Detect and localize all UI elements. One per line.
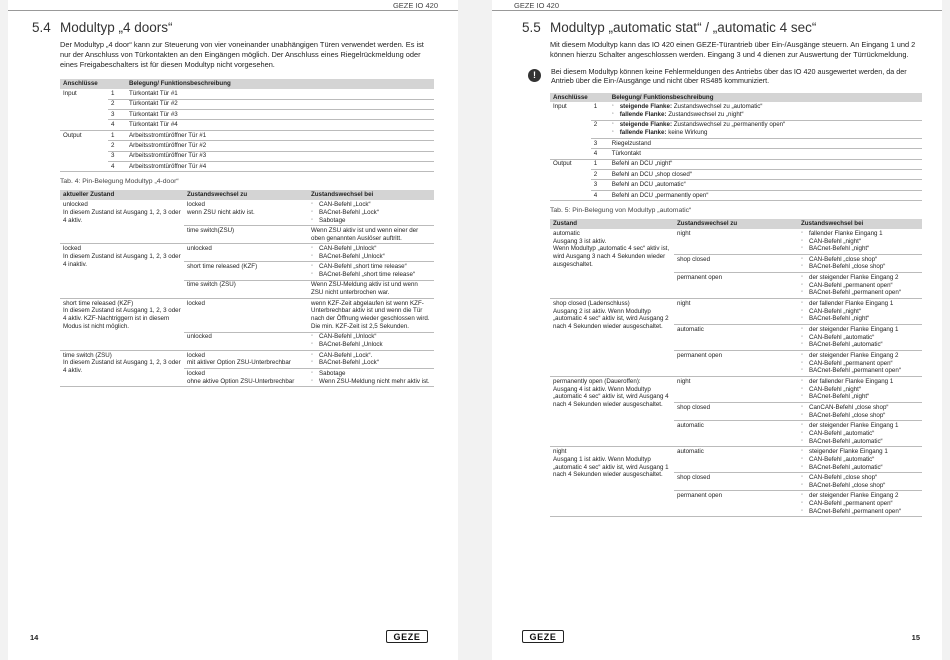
bullet-item: ◦ CAN-Befehl „automatic“ (801, 334, 919, 342)
bullet-item (612, 121, 919, 129)
table-row (550, 180, 922, 190)
pin-number: 4 (591, 190, 609, 200)
transition-at (798, 299, 922, 325)
transition-at (308, 369, 434, 387)
bullet-item: ◦ BACnet-Befehl „close shop“ (801, 412, 919, 420)
geze-logo: GEZE (522, 630, 564, 643)
cell-line: permanently open (Daueroffen): (553, 377, 641, 385)
pin-number: 4 (108, 161, 126, 171)
bullet-list (801, 352, 919, 375)
pin-number: 3 (591, 138, 609, 148)
pin-description: Türkontakt Tür #2 (126, 99, 434, 109)
bullet-item: ◦ CanCAN-Befehl „close shop“ (801, 404, 919, 412)
bold-label: steigende Flanke: (619, 103, 672, 111)
cell-line: In diesem Zustand ist Ausgang 1, 2, 3 oder 4 aktiv. KZF-Nachtriggern ist in diesem Modus ist nicht möglich. (63, 307, 181, 331)
pin-connection: Output (63, 131, 82, 139)
state-header-current: aktueller Zustand (60, 190, 184, 200)
pin-description: Arbeitsstromtüröffner Tür #4 (126, 161, 434, 171)
bullet-item: ◦ fallender Flanke Eingang 1 (801, 230, 919, 238)
bullet-item: ◦ CAN-Befehl „permanent open“ (801, 360, 919, 368)
state-table (60, 190, 434, 387)
bullet-item: ◦ CAN-Befehl „close shop“ (801, 474, 919, 482)
transition-at (798, 325, 922, 351)
pin-connection (60, 151, 108, 161)
table-row (550, 190, 922, 200)
bullet-item: ◦ CAN-Befehl „night“ (801, 386, 919, 394)
pin-table-caption: Tab. 5: Pin-Belegung von Modultyp „automatic“ (550, 207, 692, 215)
warning-text: Bei diesem Modultyp können keine Fehlermeldungen des Antriebs über das IO 420 ausgewertet werden, da der Antrieb über die Ein-/Ausgänge und nicht über RS485 kommuniziert. (551, 66, 907, 85)
bullet-list (612, 103, 919, 119)
table-row (60, 200, 434, 225)
bold-label: fallende Flanke: (619, 110, 667, 118)
table-row (60, 109, 434, 119)
table-row (550, 138, 922, 148)
page-header (492, 0, 942, 12)
bullet-list (801, 378, 919, 401)
bullet-item: ◦ Sabotage (311, 370, 431, 378)
geze-logo: GEZE (386, 630, 428, 643)
bullet-item: ◦ BACnet-Befehl „permanent open“ (801, 289, 919, 297)
transition-to: permanent open (674, 273, 798, 299)
bullet-item: ◦ der fallender Flanke Eingang 1 (801, 300, 919, 308)
table-row (550, 149, 922, 159)
bullet-item: ◦ BACnet-Befehl „Lock“ (311, 209, 431, 217)
bullet-item: ◦ der steigender Flanke Eingang 2 (801, 492, 919, 500)
cell-line: Wenn Modultyp „automatic 4 sec“ aktiv ist, wird Ausgang 3 nach 4 Sekunden wieder ausgeschaltet. (553, 245, 670, 268)
table-row (550, 377, 922, 403)
bullet-list (801, 474, 919, 490)
bullet-list (801, 448, 919, 471)
pin-connection: Input (63, 89, 77, 97)
current-state (60, 298, 184, 350)
bullet-item: ◦ BACnet-Befehl „night“ (801, 393, 919, 401)
cell-line: In diesem Zustand ist Ausgang 1, 2, 3 oder 4 aktiv. (63, 359, 181, 375)
bullet-item: ◦ BACnet-Befehl „night“ (801, 315, 919, 323)
state-table (550, 219, 922, 517)
transition-at (798, 273, 922, 299)
bullet-list (612, 121, 919, 137)
label-text: Zustandswechsel zu „night“ (666, 110, 744, 118)
table-row (60, 141, 434, 151)
current-state (550, 447, 674, 517)
bullet-item: ◦ der fallender Flanke Eingang 1 (801, 378, 919, 386)
cell-line: shop closed (Ladenschluss) (553, 299, 630, 307)
transition-to (184, 244, 308, 262)
cell-line: wenn ZSU nicht aktiv ist. (187, 208, 255, 216)
pin-number: 1 (591, 159, 609, 169)
pin-connection (550, 138, 591, 148)
pin-connection: Output (553, 160, 572, 168)
transition-to: permanent open (674, 491, 798, 517)
pin-header-description: Belegung/ Funktionsbeschreibung (609, 93, 922, 103)
page-footer (492, 630, 942, 644)
cell-line: automatic (553, 229, 580, 237)
table-row (60, 244, 434, 262)
cell-line: Wenn ZSU-Meldung aktiv ist und wenn ZSU nicht unterbrochen war. (311, 281, 418, 297)
cell-line: unlocked (187, 333, 212, 341)
cell-line: ohne aktive Option ZSU-Unterbrechbar (187, 377, 295, 385)
header-rule (8, 10, 458, 11)
transition-at (308, 200, 434, 225)
pin-number: 1 (108, 130, 126, 140)
pin-number: 3 (108, 151, 126, 161)
current-state (60, 350, 184, 386)
bullet-item: ◦ BACnet-Befehl „permanent open“ (801, 508, 919, 516)
cell-line: mit aktiver Option ZSU-Unterbrechbar (187, 359, 291, 367)
pin-number: 2 (108, 99, 126, 109)
warning-note (522, 67, 922, 85)
bullet-item: ◦ BACnet-Befehl „permanent open“ (801, 367, 919, 375)
cell-line: unlocked (187, 245, 212, 253)
left-page (8, 0, 458, 660)
bullet-list (801, 300, 919, 323)
bullet-item: ◦ CAN-Befehl „automatic“ (801, 430, 919, 438)
page-number: 15 (911, 633, 920, 642)
transition-to: night (674, 299, 798, 325)
table-row (550, 159, 922, 169)
transition-at (308, 350, 434, 368)
section-number: 5.4 (32, 20, 51, 35)
pin-description: Türkontakt Tür #1 (126, 89, 434, 99)
transition-at (308, 298, 434, 332)
bullet-item: ◦ BACnet-Befehl „Unlock (311, 341, 431, 349)
state-header-current: Zustand (550, 219, 674, 229)
left-content (32, 20, 436, 387)
section-heading (522, 20, 922, 35)
header-rule (492, 10, 942, 11)
bullet-item: ◦ der steigender Flanke Eingang 2 (801, 274, 919, 282)
cell-line: locked (187, 369, 205, 377)
table-row (60, 99, 434, 109)
state-header-to: Zustandswechsel zu (674, 219, 798, 229)
bullet-item: ◦ CAN-Befehl „Lock“ (311, 201, 431, 209)
state-header-to: Zustandswechsel zu (184, 190, 308, 200)
bullet-list (801, 256, 919, 272)
transition-to (184, 332, 308, 350)
bullet-item (612, 103, 919, 111)
table-row (550, 299, 922, 325)
section-number: 5.5 (522, 20, 541, 35)
cell-line: In diesem Zustand ist Ausgang 1, 2, 3 oder 4 aktiv. (63, 208, 181, 224)
bullet-item: ◦ Sabotage (311, 217, 431, 225)
cell-line: Wenn ZSU aktiv ist und wenn einer der oben genannten Auslöser auftritt. (311, 226, 419, 242)
table-row (60, 350, 434, 368)
bullet-item: ◦ CAN-Befehl „permanent open“ (801, 500, 919, 508)
table-row (550, 447, 922, 473)
bullet-list (311, 245, 431, 261)
pin-number: 2 (591, 169, 609, 179)
cell-line: time switch (ZSU) (63, 351, 112, 359)
pin-connection (60, 99, 108, 109)
exclamation-icon: ! (528, 69, 541, 82)
pin-description: Türkontakt (609, 149, 922, 159)
transition-at (798, 351, 922, 377)
pin-connection (550, 169, 591, 179)
pin-description: Befehl an DCU „automatic“ (609, 180, 922, 190)
section-heading (32, 20, 436, 35)
current-state (60, 200, 184, 244)
bullet-item: ◦ CAN-Befehl „short time release“ (311, 263, 431, 271)
section-title: Modultyp „automatic stat“ / „automatic 4 sec“ (550, 20, 817, 35)
pin-connection: Input (553, 103, 567, 111)
section-body: Mit diesem Modultyp kann das IO 420 einen GEZE-Türantrieb über Ein-/Ausgänge steuern. An Eingang 1 und 2 können hierzu Schalter angeschlossen werden. Eingang 3 und 4 dienen zur Auswertung der Türrückmeldung. (550, 40, 916, 59)
state-header-at: Zustandswechsel bei (308, 190, 434, 200)
transition-to (184, 226, 308, 244)
cell-line: locked (187, 351, 205, 359)
right-page (492, 0, 942, 660)
bullet-item: ◦ CAN-Befehl „permanent open“ (801, 282, 919, 290)
pin-header-connections: Anschlüsse (550, 93, 591, 103)
transition-to (184, 280, 308, 298)
transition-to: shop closed (674, 473, 798, 491)
current-state (550, 299, 674, 377)
transition-at (798, 473, 922, 491)
pin-header-number (108, 79, 126, 89)
pin-number: 3 (591, 180, 609, 190)
cell-line: locked (63, 245, 81, 253)
bullet-item: ◦ CAN-Befehl „night“ (801, 238, 919, 246)
bullet-list (311, 333, 431, 349)
transition-to: night (674, 377, 798, 403)
cell-line: Ausgang 4 ist aktiv. Wenn Modultyp „automatic 4 sec“ aktiv ist, wird Ausgang 4 nach 4 Sekunden wieder ausgeschaltet. (553, 385, 669, 409)
bullet-item: ◦ BACnet-Befehl „Lock“ (311, 359, 431, 367)
transition-to (184, 369, 308, 387)
right-content (522, 20, 922, 517)
bullet-item: ◦ BACnet-Befehl „night“ (801, 245, 919, 253)
pin-connection (60, 120, 108, 130)
pin-description: Türkontakt Tür #3 (126, 109, 434, 119)
pin-description (609, 102, 922, 120)
pin-description (609, 120, 922, 138)
cell-line: short time released (KZF) (187, 263, 258, 271)
current-state (60, 244, 184, 299)
bullet-item (612, 111, 919, 119)
bullet-item: ◦ CAN-Befehl „night“ (801, 308, 919, 316)
transition-to: night (674, 229, 798, 254)
pin-header-number (591, 93, 609, 103)
bullet-item: ◦ der steigender Flanke Eingang 1 (801, 422, 919, 430)
bullet-item: ◦ CAN-Befehl „Lock“. (311, 352, 431, 360)
bullet-item: ◦ CAN-Befehl „close shop“ (801, 256, 919, 264)
bullet-item: ◦ BACnet-Befehl „automatic“ (801, 438, 919, 446)
pin-table-caption: Tab. 4: Pin-Belegung Modultyp „4-door“ (60, 178, 179, 186)
pin-number: 2 (108, 141, 126, 151)
cell-line: unlocked (63, 200, 88, 208)
bullet-list (801, 422, 919, 445)
section-body: Der Modultyp „4 door“ kann zur Steuerung von vier voneinander unabhängigen Türen verwendet werden. Es ist nur der Anschluss von Türkontakten an den Eingängen möglich. Der Anschluss eines Riegelrückmeldung oder eines Freigabeschalters ist für diesen Modultyp nicht vorgesehen. (60, 40, 424, 69)
pin-number: 4 (591, 149, 609, 159)
bullet-list (801, 274, 919, 297)
bullet-item: ◦ BACnet-Befehl „close shop“ (801, 482, 919, 490)
bullet-item: ◦ BACnet-Befehl „Unlock“ (311, 253, 431, 261)
bullet-list (801, 230, 919, 253)
transition-to: automatic (674, 421, 798, 447)
pin-table (550, 93, 922, 202)
pin-description: Arbeitsstromtüröffner Tür #1 (126, 130, 434, 140)
bullet-item: ◦ CAN-Befehl „Unlock“ (311, 333, 431, 341)
pin-connection (550, 120, 591, 138)
bold-label: steigende Flanke: (619, 121, 672, 129)
bullet-list (311, 201, 431, 224)
cell-line: time switch(ZSU) (187, 226, 235, 234)
transition-at (798, 403, 922, 421)
pin-description: Befehl an DCU „night“ (609, 159, 922, 169)
transition-to (184, 298, 308, 332)
table-row (550, 229, 922, 254)
transition-to: automatic (674, 447, 798, 473)
pin-connection (550, 149, 591, 159)
pin-connection (550, 180, 591, 190)
table-row (60, 161, 434, 171)
table-row (550, 120, 922, 138)
bullet-item: ◦ BACnet-Befehl „close shop“ (801, 263, 919, 271)
table-row (550, 102, 922, 120)
section-title: Modultyp „4 doors“ (60, 20, 173, 35)
page-header (8, 0, 458, 12)
bullet-item: ◦ der steigender Flanke Eingang 1 (801, 326, 919, 334)
transition-at (798, 254, 922, 272)
bullet-list (801, 326, 919, 349)
table-row (60, 120, 434, 130)
transition-at (308, 244, 434, 262)
transition-at (798, 377, 922, 403)
bold-label: fallende Flanke: (619, 129, 667, 137)
transition-to: permanent open (674, 351, 798, 377)
pin-table (60, 79, 434, 172)
pin-header-description: Belegung/ Funktionsbeschreibung (126, 79, 434, 89)
header-title: GEZE IO 420 (392, 1, 438, 10)
table-row (550, 169, 922, 179)
table-row (60, 89, 434, 99)
bullet-item (612, 129, 919, 137)
table-row (60, 298, 434, 332)
cell-line: time switch (ZSU) (187, 281, 236, 289)
page-number: 14 (30, 633, 39, 642)
pin-connection (60, 141, 108, 151)
bullet-item: ◦ BACnet-Befehl „short time release“ (311, 271, 431, 279)
pin-description: Befehl an DCU „shop closed“ (609, 169, 922, 179)
bullet-list (801, 404, 919, 420)
transition-to: shop closed (674, 254, 798, 272)
pin-header-connections: Anschlüsse (60, 79, 108, 89)
bullet-list (801, 492, 919, 515)
transition-to (184, 350, 308, 368)
pin-description: Riegelzustand (609, 138, 922, 148)
transition-at (798, 447, 922, 473)
transition-at (308, 280, 434, 298)
transition-to: automatic (674, 325, 798, 351)
pin-description: Arbeitsstromtüröffner Tür #2 (126, 141, 434, 151)
transition-at (798, 229, 922, 254)
transition-at (308, 262, 434, 280)
cell-line: Ausgang 1 ist aktiv. Wenn Modultyp „automatic 4 sec“ aktiv ist, wird Ausgang 1 nach 4 Sekunden wieder ausgeschaltet. (553, 455, 669, 479)
bullet-item: ◦ CAN-Befehl „automatic“ (801, 456, 919, 464)
bullet-item: ◦ Wenn ZSU-Meldung nicht mehr aktiv ist. (311, 378, 431, 386)
transition-at (308, 226, 434, 244)
pin-connection (550, 190, 591, 200)
bullet-item: ◦ steigender Flanke Eingang 1 (801, 448, 919, 456)
bullet-item: ◦ BACnet-Befehl „automatic“ (801, 464, 919, 472)
pin-number: 1 (108, 89, 126, 99)
header-title: GEZE IO 420 (514, 1, 560, 10)
pin-number: 1 (591, 102, 609, 120)
state-header-at: Zustandswechsel bei (798, 219, 922, 229)
pin-number: 3 (108, 109, 126, 119)
label-text: keine Wirkung (666, 129, 708, 137)
cell-line: Ausgang 3 ist aktiv. (553, 237, 607, 245)
cell-line: short time released (KZF) (63, 299, 134, 307)
cell-line: In diesem Zustand ist Ausgang 1, 2, 3 oder 4 inaktiv. (63, 252, 181, 268)
pin-connection (60, 109, 108, 119)
table-row (60, 130, 434, 140)
transition-to (184, 262, 308, 280)
label-text: Zustandswechsel zu „automatic“ (672, 103, 763, 111)
cell-line: Ausgang 2 ist aktiv. Wenn Modultyp „automatic 4 sec“ aktiv ist, wird Ausgang 2 nach 4 Sekunden wieder ausgeschaltet. (553, 307, 669, 331)
pin-description: Arbeitsstromtüröffner Tür #3 (126, 151, 434, 161)
bullet-item: ◦ BACnet-Befehl „automatic“ (801, 341, 919, 349)
pin-connection (60, 161, 108, 171)
bullet-list (311, 370, 431, 386)
pin-number: 2 (591, 120, 609, 138)
current-state (550, 377, 674, 447)
bullet-item: ◦ CAN-Befehl „Unlock“ (311, 245, 431, 253)
label-text: Zustandswechsel zu „permanently open“ (672, 121, 786, 129)
transition-to (184, 200, 308, 225)
bullet-list (311, 263, 431, 279)
table-row (60, 151, 434, 161)
transition-at (798, 421, 922, 447)
pin-description: Befehl an DCU „permanently open“ (609, 190, 922, 200)
cell-line: wenn KZF-Zeit abgelaufen ist wenn KZF-Unterbrechbar aktiv ist und wenn die Tür nach der Öffnung wieder geschlossen wird. Die min. KZF-Zeit ist 2,5 Sekunden. (311, 299, 430, 331)
transition-at (308, 332, 434, 350)
bullet-item: ◦ der steigender Flanke Eingang 2 (801, 352, 919, 360)
page-footer (8, 630, 458, 644)
pin-number: 4 (108, 120, 126, 130)
transition-at (798, 491, 922, 517)
current-state (550, 229, 674, 299)
cell-line: locked (187, 299, 205, 307)
cell-line: locked (187, 200, 205, 208)
bullet-list (311, 352, 431, 368)
cell-line: night (553, 447, 567, 455)
pin-description: Türkontakt Tür #4 (126, 120, 434, 130)
transition-to: shop closed (674, 403, 798, 421)
